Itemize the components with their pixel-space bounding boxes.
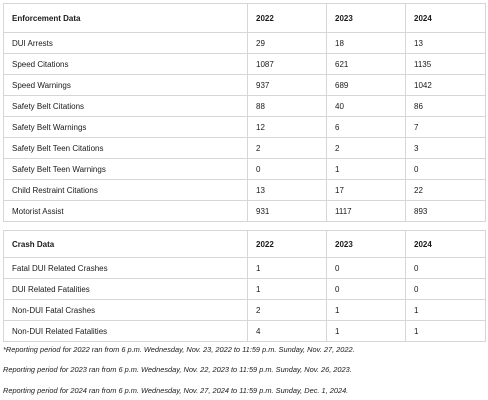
- value-cell: 3: [406, 138, 486, 159]
- table-row: [4, 117, 486, 138]
- value-cell: 17: [327, 180, 406, 201]
- table-row: [4, 321, 486, 342]
- table-row: [4, 159, 486, 180]
- row-label: Safety Belt Warnings: [4, 117, 248, 138]
- value-cell: 0: [248, 159, 327, 180]
- row-label: Speed Warnings: [4, 75, 248, 96]
- value-cell: 13: [406, 33, 486, 54]
- enforcement-table-body: [4, 33, 486, 222]
- value-cell: 40: [327, 96, 406, 117]
- header-cell: 2022: [248, 231, 327, 258]
- table-row: [4, 180, 486, 201]
- row-label: Fatal DUI Related Crashes: [4, 258, 248, 279]
- row-label: Speed Citations: [4, 54, 248, 75]
- value-cell: 621: [327, 54, 406, 75]
- table-row: [4, 300, 486, 321]
- value-cell: 2: [327, 138, 406, 159]
- header-cell: 2022: [248, 4, 327, 33]
- row-label: Safety Belt Citations: [4, 96, 248, 117]
- row-label: DUI Arrests: [4, 33, 248, 54]
- header-cell: Crash Data: [4, 231, 248, 258]
- value-cell: 4: [248, 321, 327, 342]
- crash-table-body: [4, 258, 486, 342]
- row-label: Safety Belt Teen Warnings: [4, 159, 248, 180]
- crash-data-table: [3, 230, 486, 342]
- table-row: [4, 33, 486, 54]
- value-cell: 1: [327, 300, 406, 321]
- header-cell: Enforcement Data: [4, 4, 248, 33]
- value-cell: 0: [327, 279, 406, 300]
- footnote-2024: Reporting period for 2024 ran from 6 p.m. Wednesday, Nov. 27, 2024 to 11:59 p.m. Sunday, Dec. 1, 2024.: [3, 386, 349, 395]
- enforcement-table-header: [4, 4, 486, 33]
- value-cell: 1042: [406, 75, 486, 96]
- header-cell: 2024: [406, 4, 486, 33]
- header-row: [4, 231, 486, 258]
- value-cell: 22: [406, 180, 486, 201]
- value-cell: 6: [327, 117, 406, 138]
- value-cell: 86: [406, 96, 486, 117]
- value-cell: 2: [248, 138, 327, 159]
- value-cell: 937: [248, 75, 327, 96]
- value-cell: 1: [406, 300, 486, 321]
- value-cell: 18: [327, 33, 406, 54]
- value-cell: 1: [248, 258, 327, 279]
- table-row: [4, 279, 486, 300]
- value-cell: 893: [406, 201, 486, 222]
- value-cell: 1135: [406, 54, 486, 75]
- value-cell: 689: [327, 75, 406, 96]
- value-cell: 13: [248, 180, 327, 201]
- value-cell: 88: [248, 96, 327, 117]
- value-cell: 7: [406, 117, 486, 138]
- value-cell: 2: [248, 300, 327, 321]
- enforcement-data-table: [3, 3, 486, 222]
- value-cell: 29: [248, 33, 327, 54]
- row-label: Safety Belt Teen Citations: [4, 138, 248, 159]
- table-row: [4, 75, 486, 96]
- footnote-2023: Reporting period for 2023 ran from 6 p.m. Wednesday, Nov. 22, 2023 to 11:59 p.m. Sunday, Nov. 26, 2023.: [3, 365, 352, 374]
- row-label: Non-DUI Fatal Crashes: [4, 300, 248, 321]
- value-cell: 1087: [248, 54, 327, 75]
- row-label: DUI Related Fatalities: [4, 279, 248, 300]
- header-cell: 2023: [327, 231, 406, 258]
- value-cell: 0: [406, 258, 486, 279]
- header-cell: 2024: [406, 231, 486, 258]
- row-label: Child Restraint Citations: [4, 180, 248, 201]
- value-cell: 1: [406, 321, 486, 342]
- crash-table-header: [4, 231, 486, 258]
- row-label: Non-DUI Related Fatalities: [4, 321, 248, 342]
- header-cell: 2023: [327, 4, 406, 33]
- value-cell: 12: [248, 117, 327, 138]
- header-row: [4, 4, 486, 33]
- value-cell: 1117: [327, 201, 406, 222]
- table-row: [4, 201, 486, 222]
- value-cell: 0: [406, 159, 486, 180]
- table-row: [4, 54, 486, 75]
- table-row: [4, 258, 486, 279]
- table-row: [4, 138, 486, 159]
- value-cell: 1: [248, 279, 327, 300]
- value-cell: 0: [406, 279, 486, 300]
- value-cell: 0: [327, 258, 406, 279]
- value-cell: 1: [327, 321, 406, 342]
- value-cell: 1: [327, 159, 406, 180]
- row-label: Motorist Assist: [4, 201, 248, 222]
- value-cell: 931: [248, 201, 327, 222]
- table-row: [4, 96, 486, 117]
- footnote-2022: *Reporting period for 2022 ran from 6 p.m. Wednesday, Nov. 23, 2022 to 11:59 p.m. Sunday, Nov. 27, 2022.: [3, 345, 355, 354]
